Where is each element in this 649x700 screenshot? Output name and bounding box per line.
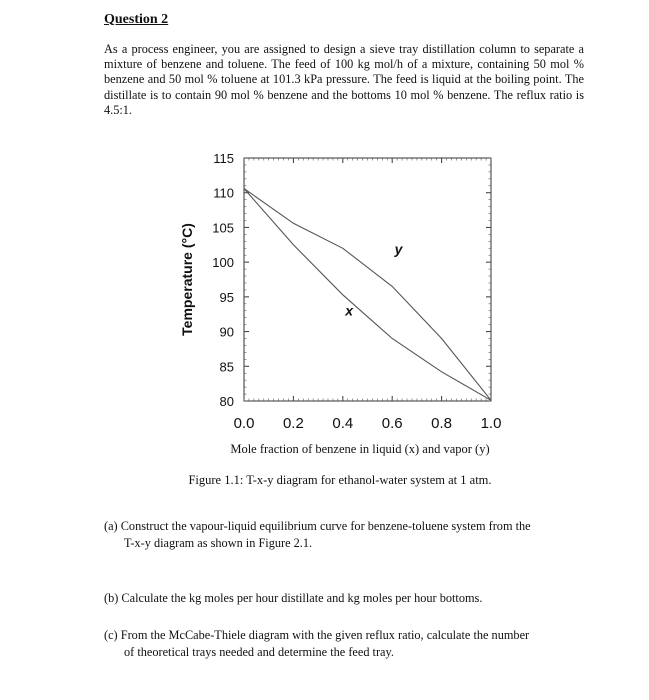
x-tick-label: 1.0 <box>480 415 502 432</box>
y-tick-label: 85 <box>219 359 234 375</box>
part-c-label: (c) <box>104 628 118 642</box>
problem-statement: As a process engineer, you are assigned to design a sieve tray distillation column to separate a mixture of benzene and toluene. The feed of 100 kg mol/h of a mixture, containing 50 mol % benzene and 50 mol % toluene at 101.3 kPa pressure. The feed is liquid at the boiling point. The distillate is to contain 90 mol % benzene and the bottoms 10 mol % benzene. The reflux ratio is 4.5:1. <box>104 42 584 117</box>
part-c <box>104 627 584 661</box>
y-tick-label: 115 <box>213 151 234 166</box>
x-tick-label: 0.4 <box>332 415 354 432</box>
x-tick-label: 0.8 <box>431 415 453 432</box>
plot-frame <box>244 158 491 401</box>
x-tick-label: 0.2 <box>282 415 304 432</box>
x-tick-label: 0.6 <box>381 415 403 432</box>
chart-x-axis-label: Mole fraction of benzene in liquid (x) and vapor (y) <box>230 442 490 456</box>
y-tick-label: 90 <box>219 324 234 340</box>
part-c-text: From the McCabe-Thiele diagram with the given reflux ratio, calculate the number <box>120 628 530 642</box>
y-tick-label: 105 <box>212 220 234 236</box>
question-heading: Question 2 <box>104 12 169 27</box>
part-a-text-cont: T-x-y diagram as shown in Figure 2.1. <box>124 536 313 550</box>
part-a <box>104 518 584 552</box>
part-a-text: Construct the vapour-liquid equilibrium curve for benzene-toluene system from the <box>120 519 531 533</box>
y-tick-label: 110 <box>213 185 234 201</box>
y-tick-label: 95 <box>219 289 234 305</box>
y-tick-label: 80 <box>219 394 234 409</box>
series-y-line <box>244 189 491 401</box>
txy-chart <box>160 138 520 438</box>
annotation-x: x <box>345 302 354 319</box>
part-c-text-cont: of theoretical trays needed and determine the feed tray. <box>124 645 394 659</box>
y-tick-label: 100 <box>212 255 234 271</box>
annotation-y: y <box>394 240 403 257</box>
part-b-label: (b) <box>104 591 119 605</box>
x-tick-label: 0.0 <box>233 415 255 432</box>
figure-caption: Figure 1.1: T-x-y diagram for ethanol-water system at 1 atm. <box>188 473 492 487</box>
chart-y-axis-label: Temperature (°C) <box>179 223 195 336</box>
part-b-text: Calculate the kg moles per hour distillate and kg moles per hour bottoms. <box>121 591 483 605</box>
part-b <box>104 590 584 607</box>
part-a-label: (a) <box>104 519 118 533</box>
series-x-line <box>244 189 491 401</box>
